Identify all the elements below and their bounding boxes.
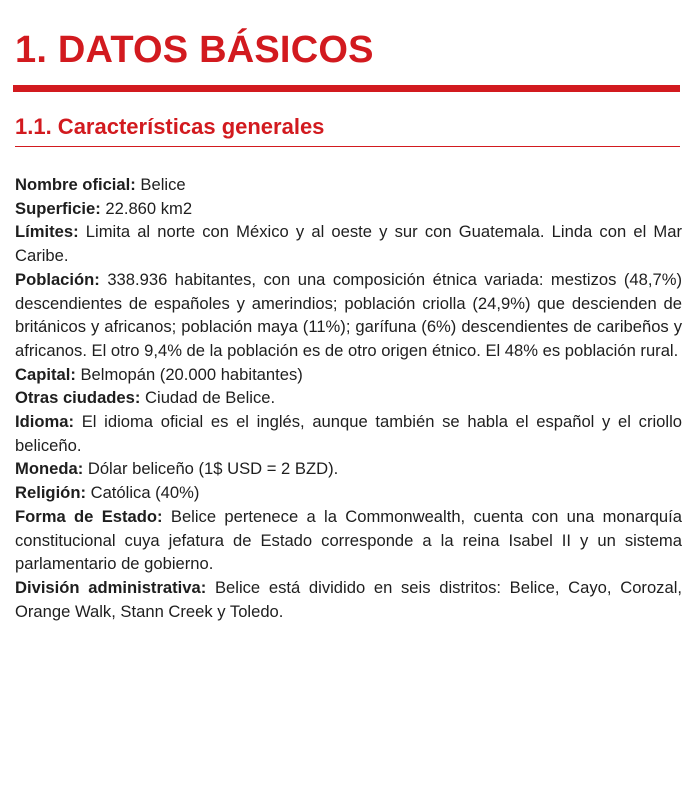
fact-label: Nombre oficial: bbox=[15, 175, 136, 194]
fact-nombre-oficial bbox=[15, 173, 682, 197]
fact-value: Católica (40%) bbox=[85, 483, 200, 503]
subtitle-underline bbox=[15, 146, 680, 147]
fact-religion bbox=[15, 481, 682, 505]
fact-label: Población: bbox=[15, 269, 100, 289]
fact-label: Otras ciudades: bbox=[15, 388, 141, 408]
fact-value: Belice bbox=[135, 175, 186, 194]
fact-value: Ciudad de Belice. bbox=[140, 388, 276, 408]
section-title: 1. DATOS BÁSICOS bbox=[15, 29, 374, 71]
fact-label: Límites: bbox=[15, 222, 79, 242]
fact-label: Religión: bbox=[15, 483, 86, 503]
fact-value: 22.860 km2 bbox=[100, 198, 193, 218]
fact-value: Dólar beliceño (1$ USD = 2 BZD). bbox=[83, 459, 339, 479]
fact-superficie bbox=[15, 197, 682, 221]
fact-otras-ciudades bbox=[15, 386, 682, 410]
title-underline bbox=[13, 85, 680, 92]
fact-value: Limita al norte con México y al oeste y sur con Guatemala. Linda con el Mar Caribe. bbox=[15, 222, 682, 266]
fact-moneda bbox=[15, 457, 682, 481]
fact-limites bbox=[15, 220, 682, 267]
fact-label: Moneda: bbox=[15, 459, 84, 479]
fact-value: Belice pertenece a la Commonwealth, cuenta con una monarquía constitucional cuya jefatura de Estado corresponde a la reina Isabel II y un sistema parlamentario de gobierno. bbox=[15, 506, 682, 574]
fact-label: Idioma: bbox=[15, 412, 75, 432]
fact-label: División administrativa: bbox=[15, 577, 207, 597]
fact-poblacion bbox=[15, 268, 682, 363]
fact-label: Superficie: bbox=[15, 198, 101, 218]
fact-label: Forma de Estado: bbox=[15, 506, 163, 526]
fact-value: Belmopán (20.000 habitantes) bbox=[75, 364, 303, 384]
fact-forma-de-estado bbox=[15, 505, 682, 576]
subsection-title: 1.1. Características generales bbox=[15, 114, 325, 139]
fact-division-administrativa bbox=[15, 576, 682, 623]
fact-idioma bbox=[15, 410, 682, 457]
fact-label: Capital: bbox=[15, 364, 76, 384]
fact-value: 338.936 habitantes, con una composición étnica variada: mestizos (48,7%) descendientes de españoles y amerindios; población criolla (24,9%) que descienden de británicos y africanos; población maya (11%); garífuna (6%) descendientes de caribeños y africanos. El otro 9,4% de la población es de otro origen étnico. El 48% es población rural. bbox=[15, 269, 682, 360]
fact-capital bbox=[15, 363, 682, 387]
facts-list bbox=[15, 173, 682, 623]
fact-value: El idioma oficial es el inglés, aunque también se habla el español y el criollo beliceño. bbox=[15, 412, 682, 455]
fact-value: Belice está dividido en seis distritos: Belice, Cayo, Corozal, Orange Walk, Stann Creek y Toledo. bbox=[15, 577, 682, 621]
